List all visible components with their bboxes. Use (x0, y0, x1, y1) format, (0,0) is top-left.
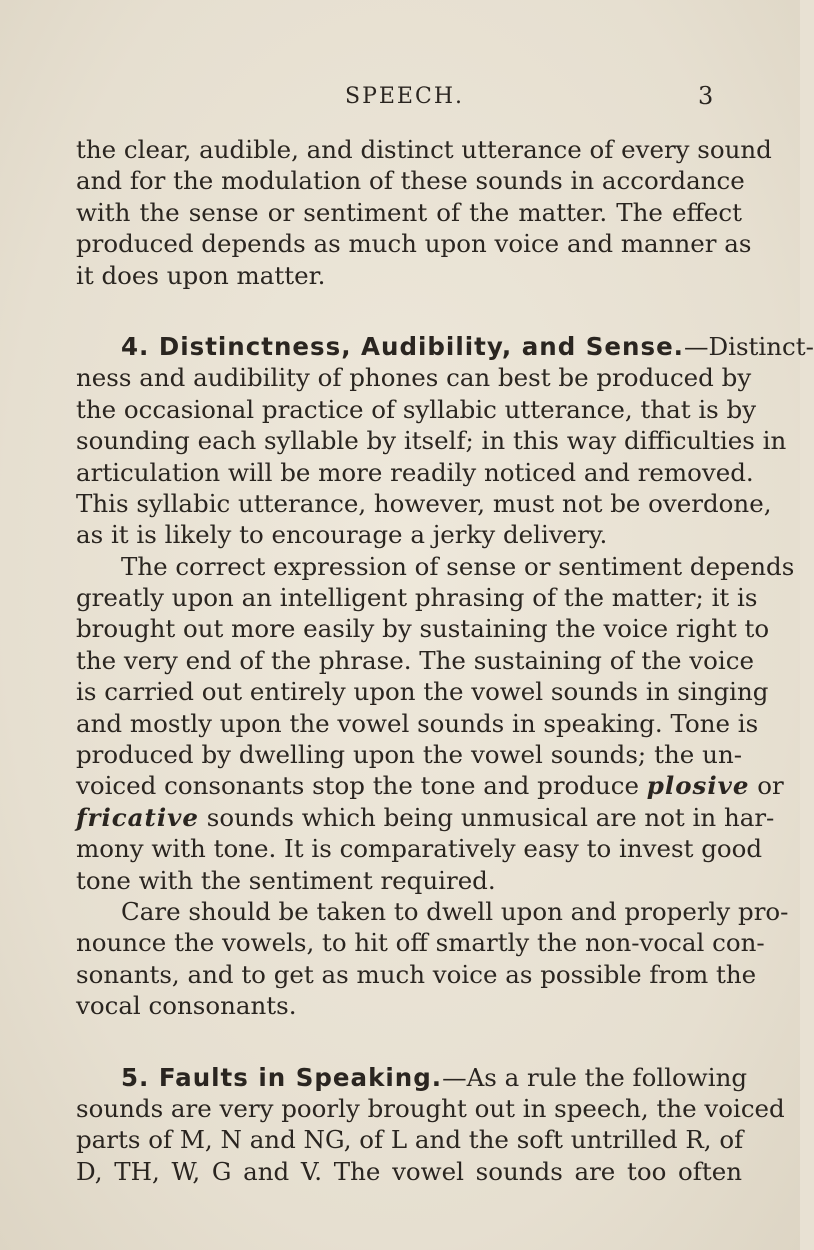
text-line: produced by dwelling upon the vowel sounds; the un- (76, 740, 742, 770)
text-line: Care should be taken to dwell upon and properly pro- (121, 896, 789, 926)
text-line: parts of M, N and NG, of L and the soft untrilled R, of (76, 1125, 744, 1155)
text-line-emphasis (76, 770, 784, 801)
text-line: brought out more easily by sustaining the voice right to (76, 614, 770, 644)
text-line: sounding each syllable by itself; in this way difficulties in (76, 426, 787, 456)
text-fragment: sounds which being unmusical are not in har- (199, 802, 775, 832)
section-gap (76, 1022, 742, 1062)
text-line: is carried out entirely upon the vowel sounds in singing (76, 677, 769, 707)
text-fragment: —Distinct- (684, 331, 814, 361)
emphasis-plosive: plosive (646, 771, 750, 801)
running-head: SPEECH. (345, 84, 465, 109)
section-gap (76, 291, 742, 331)
section-heading: 4. Distinctness, Audibility, and Sense. (121, 331, 684, 361)
text-line: ness and audibility of phones can best be produced by (76, 363, 752, 393)
text-line: the clear, audible, and distinct utterance of every sound (76, 135, 772, 164)
page-header (0, 80, 800, 120)
text-line: tone with the sentiment required. (76, 865, 496, 895)
text-line: with the sense or sentiment of the matter. The effect (76, 197, 742, 227)
text-line: the occasional practice of syllabic utterance, that is by (76, 394, 757, 424)
text-line: as it is likely to encourage a jerky delivery. (76, 520, 608, 550)
text-line: vocal consonants. (76, 991, 297, 1021)
text-line: sounds are very poorly brought out in speech, the voiced (76, 1093, 785, 1123)
text-line: greatly upon an intelligent phrasing of the matter; it is (76, 583, 758, 613)
text-line: produced depends as much upon voice and manner as (76, 229, 752, 259)
text-line: The correct expression of sense or sentiment depends (121, 551, 795, 581)
text-line-emphasis (76, 802, 775, 833)
body-text (76, 134, 814, 1187)
text-line: and mostly upon the vowel sounds in speaking. Tone is (76, 708, 759, 738)
text-line: D, TH, W, G and V. The vowel sounds are too often (76, 1156, 742, 1186)
text-line: mony with tone. It is comparatively easy to invest good (76, 834, 763, 864)
text-line: articulation will be more readily noticed and removed. (76, 457, 754, 487)
emphasis-fricative: fricative (76, 802, 199, 832)
section-heading: 5. Faults in Speaking. (121, 1062, 443, 1092)
text-line: nounce the vowels, to hit off smartly the non-vocal con- (76, 928, 765, 958)
text-line: and for the modulation of these sounds in accordance (76, 166, 745, 196)
text-fragment: —As a rule the following (442, 1062, 748, 1092)
page-number: 3 (698, 82, 714, 110)
section-4-first-line (76, 331, 814, 362)
text-line: sonants, and to get as much voice as possible from the (76, 959, 757, 989)
text-fragment: voiced consonants stop the tone and produce (76, 771, 639, 801)
text-line: This syllabic utterance, however, must not be overdone, (76, 488, 772, 518)
text-line: it does upon matter. (76, 260, 326, 290)
section-5-first-line (76, 1062, 748, 1093)
text-line: the very end of the phrase. The sustaining of the voice (76, 645, 754, 675)
text-fragment: or (749, 771, 784, 801)
